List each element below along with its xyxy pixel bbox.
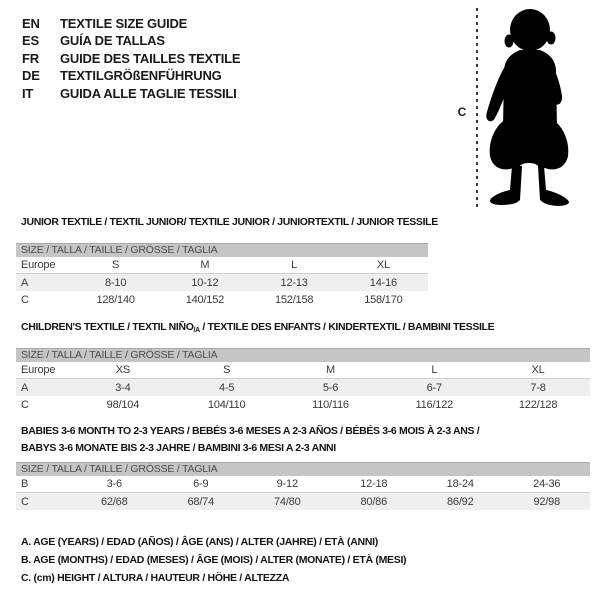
babies-section-heading — [21, 423, 479, 457]
table-cell: 158/170 — [364, 293, 403, 306]
row-label: Europe — [21, 364, 56, 376]
row-label: C — [21, 398, 29, 411]
table-cell: 116/122 — [415, 398, 454, 411]
language-code: EN — [22, 16, 40, 31]
table-cell: 10-12 — [191, 276, 219, 289]
table-cell: 12-18 — [360, 478, 388, 490]
table-cell: 5-6 — [322, 381, 339, 394]
table-cell: M — [326, 364, 335, 376]
table-cell: 92/98 — [533, 495, 561, 508]
table-cell: M — [200, 259, 210, 271]
heading-text: / TEXTILE DES ENFANTS / KINDERTEXTIL / BAMBINI TESSILE — [199, 321, 495, 333]
table-cell: 68/74 — [187, 495, 215, 508]
table-cell: 9-12 — [276, 478, 298, 490]
table-cell: L — [431, 364, 438, 376]
table-cell: 128/140 — [96, 293, 135, 306]
toddler-silhouette-icon — [480, 8, 582, 208]
table-cell: 140/152 — [185, 293, 225, 306]
language-row — [22, 50, 240, 67]
language-code: IT — [22, 85, 34, 101]
language-row — [22, 85, 240, 102]
size-header-bar: SIZE / TALLA / TAILLE / GRÖSSE / TAGLIA — [16, 462, 590, 476]
table-cell: 80/86 — [360, 495, 388, 508]
junior-section-heading: JUNIOR TEXTILE / TEXTIL JUNIOR/ TEXTILE JUNIOR / JUNIORTEXTIL / JUNIOR TESSILE — [21, 216, 438, 228]
row-label: C — [21, 495, 29, 508]
table-cell: 86/92 — [446, 495, 474, 508]
babies-size-table — [16, 462, 590, 510]
table-cell: 14-16 — [369, 276, 397, 289]
table-cell: 6-9 — [193, 478, 209, 490]
table-row — [16, 379, 590, 396]
table-cell: S — [223, 364, 231, 376]
children-section-heading — [21, 321, 494, 334]
table-row — [16, 257, 428, 274]
table-cell: XL — [376, 259, 390, 271]
table-cell: L — [291, 259, 298, 271]
heading-text: CHILDREN'S TEXTILE / TEXTIL NIÑO — [21, 321, 194, 333]
heading-line: BABIES 3-6 MONTH TO 2-3 YEARS / BEBÉS 3-6 MESES A 2-3 AÑOS / BÉBÉS 3-6 MOIS À 2-3 ANS / — [21, 425, 480, 437]
children-size-table — [16, 348, 590, 413]
table-row — [16, 396, 590, 413]
table-cell: 122/128 — [518, 398, 558, 411]
junior-size-table — [16, 243, 428, 308]
language-code: DE — [22, 68, 40, 84]
table-cell: 4-5 — [219, 381, 235, 394]
table-row — [16, 274, 428, 291]
language-row — [22, 15, 240, 32]
table-cell: 18-24 — [446, 478, 474, 490]
table-cell: XS — [115, 364, 131, 376]
table-cell: 74/80 — [273, 495, 301, 508]
height-dotted-line — [476, 8, 478, 209]
language-code: FR — [22, 50, 39, 66]
table-cell: 3-6 — [106, 478, 122, 490]
footnote-line: C. (cm) HEIGHT / ALTURA / HAUTEUR / HÖHE / ALTEZZA — [21, 571, 290, 584]
table-cell: 6-7 — [426, 381, 442, 394]
table-cell: 12-13 — [280, 276, 308, 289]
heading-line: BABYS 3-6 MONATE BIS 2-3 JAHRE / BAMBINI 3-6 MESI A 2-3 ANNI — [21, 442, 336, 454]
table-cell: XL — [531, 364, 545, 376]
footnote-line: A. AGE (YEARS) / EDAD (AÑOS) / ÂGE (ANS) / ALTER (JAHRE) / ETÀ (ANNI) — [21, 536, 378, 548]
table-cell: 8-10 — [105, 276, 127, 289]
language-title: TEXTILE SIZE GUIDE — [60, 16, 188, 31]
table-row — [16, 362, 590, 379]
heading-subscript: /A — [193, 327, 200, 334]
language-list — [22, 15, 240, 102]
row-label: A — [21, 276, 29, 289]
language-title: GUIDE DES TAILLES TEXTILE — [60, 50, 241, 66]
language-title: GUÍA DE TALLAS — [60, 33, 165, 49]
language-code: ES — [22, 33, 39, 49]
table-cell: 7-8 — [530, 381, 546, 394]
table-row — [16, 493, 590, 510]
footnotes — [21, 534, 406, 587]
language-row — [22, 32, 240, 49]
language-title: GUIDA ALLE TAGLIE TESSILI — [60, 85, 237, 101]
table-cell: 24-36 — [533, 478, 561, 490]
size-header-bar: SIZE / TALLA / TAILLE / GRÖSSE / TAGLIA — [16, 348, 590, 362]
row-label: Europe — [21, 259, 56, 271]
table-cell: S — [112, 259, 120, 271]
table-cell: 62/68 — [100, 495, 128, 508]
table-cell: 152/158 — [274, 293, 314, 306]
language-title: TEXTILGRÖßENFÜHRUNG — [60, 68, 222, 84]
figure-height-label: C — [457, 105, 467, 119]
row-label: C — [21, 293, 29, 306]
table-cell: 104/110 — [207, 398, 246, 411]
table-row — [16, 476, 590, 493]
row-label: A — [21, 381, 29, 394]
table-cell: 98/104 — [106, 398, 140, 411]
table-row — [16, 291, 428, 308]
table-cell: 3-4 — [115, 381, 131, 394]
language-row — [22, 67, 240, 84]
footnote-line: B. AGE (MONTHS) / EDAD (MESES) / ÂGE (MOIS) / ALTER (MONATE) / ETÀ (MESI) — [21, 553, 407, 566]
size-header-bar: SIZE / TALLA / TAILLE / GRÖSSE / TAGLIA — [16, 243, 428, 257]
table-cell: 110/116 — [312, 398, 349, 411]
row-label: B — [21, 478, 29, 490]
